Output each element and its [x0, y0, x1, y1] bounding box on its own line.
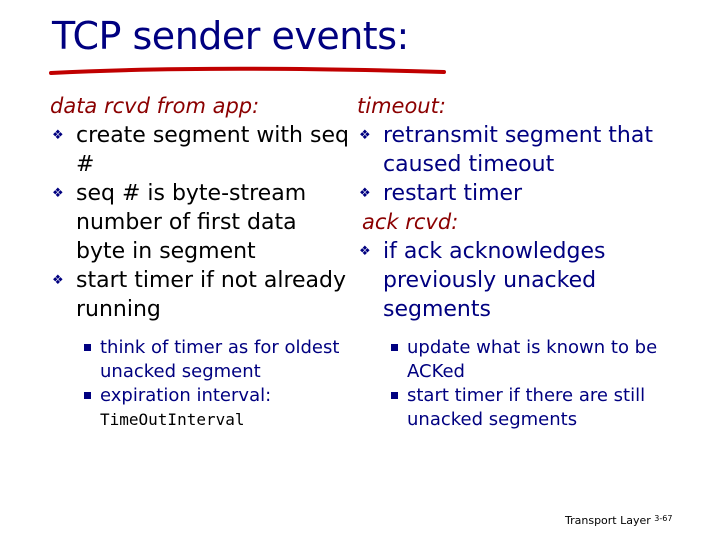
- timeout-interval-code: TimeOutInterval: [100, 410, 245, 429]
- bullet-item: ❖ seq # is byte-stream number of first data byte in segment: [52, 181, 307, 264]
- footer-text: Transport Layer: [565, 514, 651, 527]
- bullet-item: ❖ retransmit segment that caused timeout: [359, 123, 653, 177]
- subbullet-item: think of timer as for oldest unacked segment: [50, 336, 350, 384]
- slide-title: TCP sender events:: [52, 14, 409, 58]
- square-icon: [391, 392, 398, 399]
- heading-data-rcvd: data rcvd from app:: [50, 94, 260, 118]
- bullet-item: ❖ if ack acknowledges previously unacked segments: [359, 239, 606, 322]
- checkmark-diamond-icon: ❖: [52, 186, 64, 201]
- subbullet-item: start timer if there are still unacked segments: [357, 384, 667, 432]
- subbullet-item: expiration interval: TimeOutInterval: [50, 384, 350, 432]
- bullet-item: ❖ start timer if not already running: [52, 268, 347, 322]
- title-underline: [48, 62, 448, 82]
- subbullet-item: update what is known to be ACKed: [357, 336, 667, 384]
- heading-ack-rcvd: ack rcvd:: [362, 210, 459, 234]
- checkmark-diamond-icon: ❖: [359, 244, 371, 259]
- right-column: [357, 92, 667, 432]
- square-icon: [391, 344, 398, 351]
- left-column: [50, 92, 350, 432]
- checkmark-diamond-icon: ❖: [52, 273, 64, 288]
- footer: [565, 514, 672, 527]
- square-icon: [84, 392, 91, 399]
- page-number: 3-67: [654, 514, 673, 523]
- bullet-item: ❖ create segment with seq #: [52, 123, 349, 177]
- checkmark-diamond-icon: ❖: [52, 128, 64, 143]
- heading-timeout: timeout:: [357, 94, 446, 118]
- bullet-item: ❖ restart timer: [359, 181, 523, 206]
- checkmark-diamond-icon: ❖: [359, 186, 371, 201]
- checkmark-diamond-icon: ❖: [359, 128, 371, 143]
- square-icon: [84, 344, 91, 351]
